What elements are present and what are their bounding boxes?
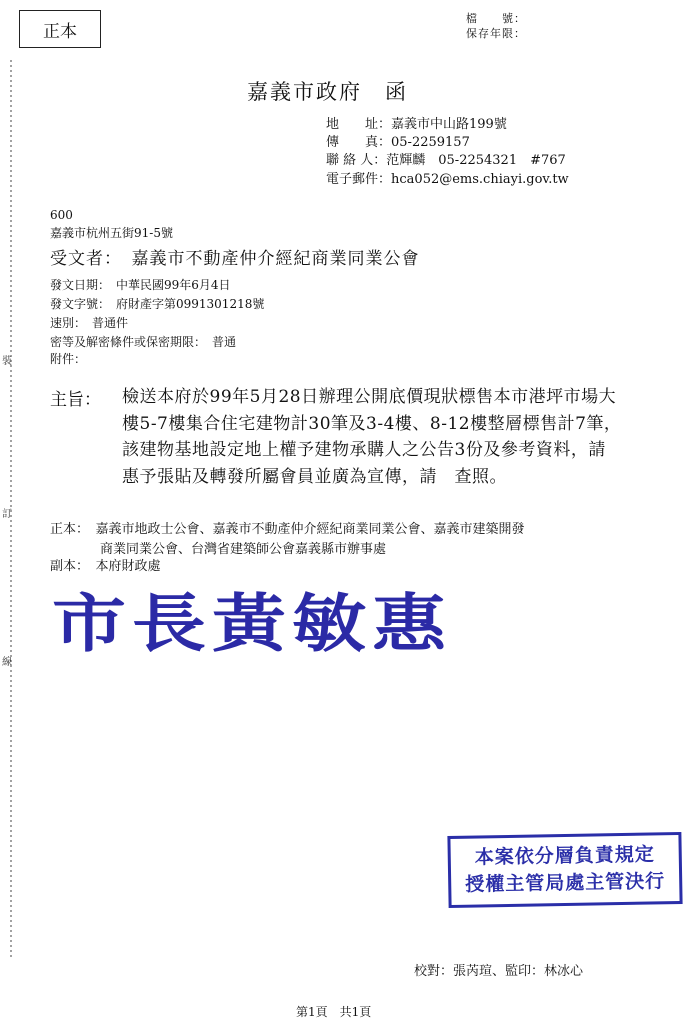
- sender-fax-label: 傳 真：: [326, 135, 392, 150]
- sender-address: 嘉義市中山路199號: [391, 117, 507, 132]
- recipient-postal-code: 600: [50, 208, 73, 222]
- proofreader-line: 校對：張芮瑄、監印：林冰心: [414, 964, 584, 979]
- sender-address-label: 地 址：: [326, 117, 392, 132]
- sender-email-label: 電子郵件：: [326, 172, 392, 187]
- original-recipients-line2: 商業同業公會、台灣省建築師公會嘉義縣市辦事處: [100, 542, 387, 557]
- subject-text: 檢送本府於99年5月28日辦理公開底價現狀標售本市港坪市場大樓5-7樓集合住宅建物計30筆及3-4樓、8-12樓整層標售計7筆，該建物基地設定地上權予建物承購人之公告3份及參考資料，請惠予張貼及轉發所屬會員並廣為宣傳，請 查照。: [122, 387, 622, 487]
- recipient: 受文者： 嘉義市不動產仲介經紀商業同業公會: [50, 249, 420, 269]
- document-number: 發文字號： 府財產字第0991301218號: [50, 297, 265, 311]
- subject-label: 主旨：: [50, 390, 101, 410]
- binding-mark-xian: 線: [2, 657, 12, 668]
- stamp-line-2: 授權主管局處主管決行: [465, 870, 666, 896]
- delegation-stamp: [447, 832, 682, 908]
- document-title: 嘉義市政府 函: [247, 80, 408, 104]
- copy-type-label: 正本: [43, 21, 77, 42]
- page-number: 第1頁 共1頁: [296, 1005, 372, 1019]
- file-number-label: 檔 號：: [466, 12, 526, 25]
- sender-email: hca052@ems.chiayi.gov.tw: [391, 172, 569, 187]
- retention-label: 保存年限：: [466, 27, 526, 40]
- sender-fax: 05-2259157: [391, 135, 470, 150]
- sender-contact-label: 聯 絡 人：: [326, 153, 387, 168]
- mayor-signature: [52, 578, 552, 670]
- issue-date: 發文日期： 中華民國99年6月4日: [50, 278, 231, 292]
- delivery-speed: 速別： 普通件: [50, 316, 129, 330]
- original-recipients-line1: 正本： 嘉義市地政士公會、嘉義市不動產仲介經紀商業同業公會、嘉義市建築開發: [50, 522, 525, 537]
- binding-mark-zhuang: 裝: [2, 356, 12, 367]
- mayor-signature-text: 市長黃敏惠: [52, 587, 452, 661]
- copy-type-box: [19, 10, 101, 48]
- recipient-address: 嘉義市杭州五街91-5號: [50, 226, 173, 240]
- sender-contact: 范輝麟 05-2254321 #767: [386, 153, 566, 168]
- binding-mark-ding: 訂: [2, 509, 12, 520]
- copy-recipients: 副本： 本府財政處: [50, 559, 161, 574]
- classification: 密等及解密條件或保密期限： 普通: [50, 335, 237, 349]
- sender-email-row: [326, 169, 569, 191]
- attachments: 附件：: [50, 352, 87, 366]
- stamp-line-1: 本案依分層負責規定: [474, 843, 655, 869]
